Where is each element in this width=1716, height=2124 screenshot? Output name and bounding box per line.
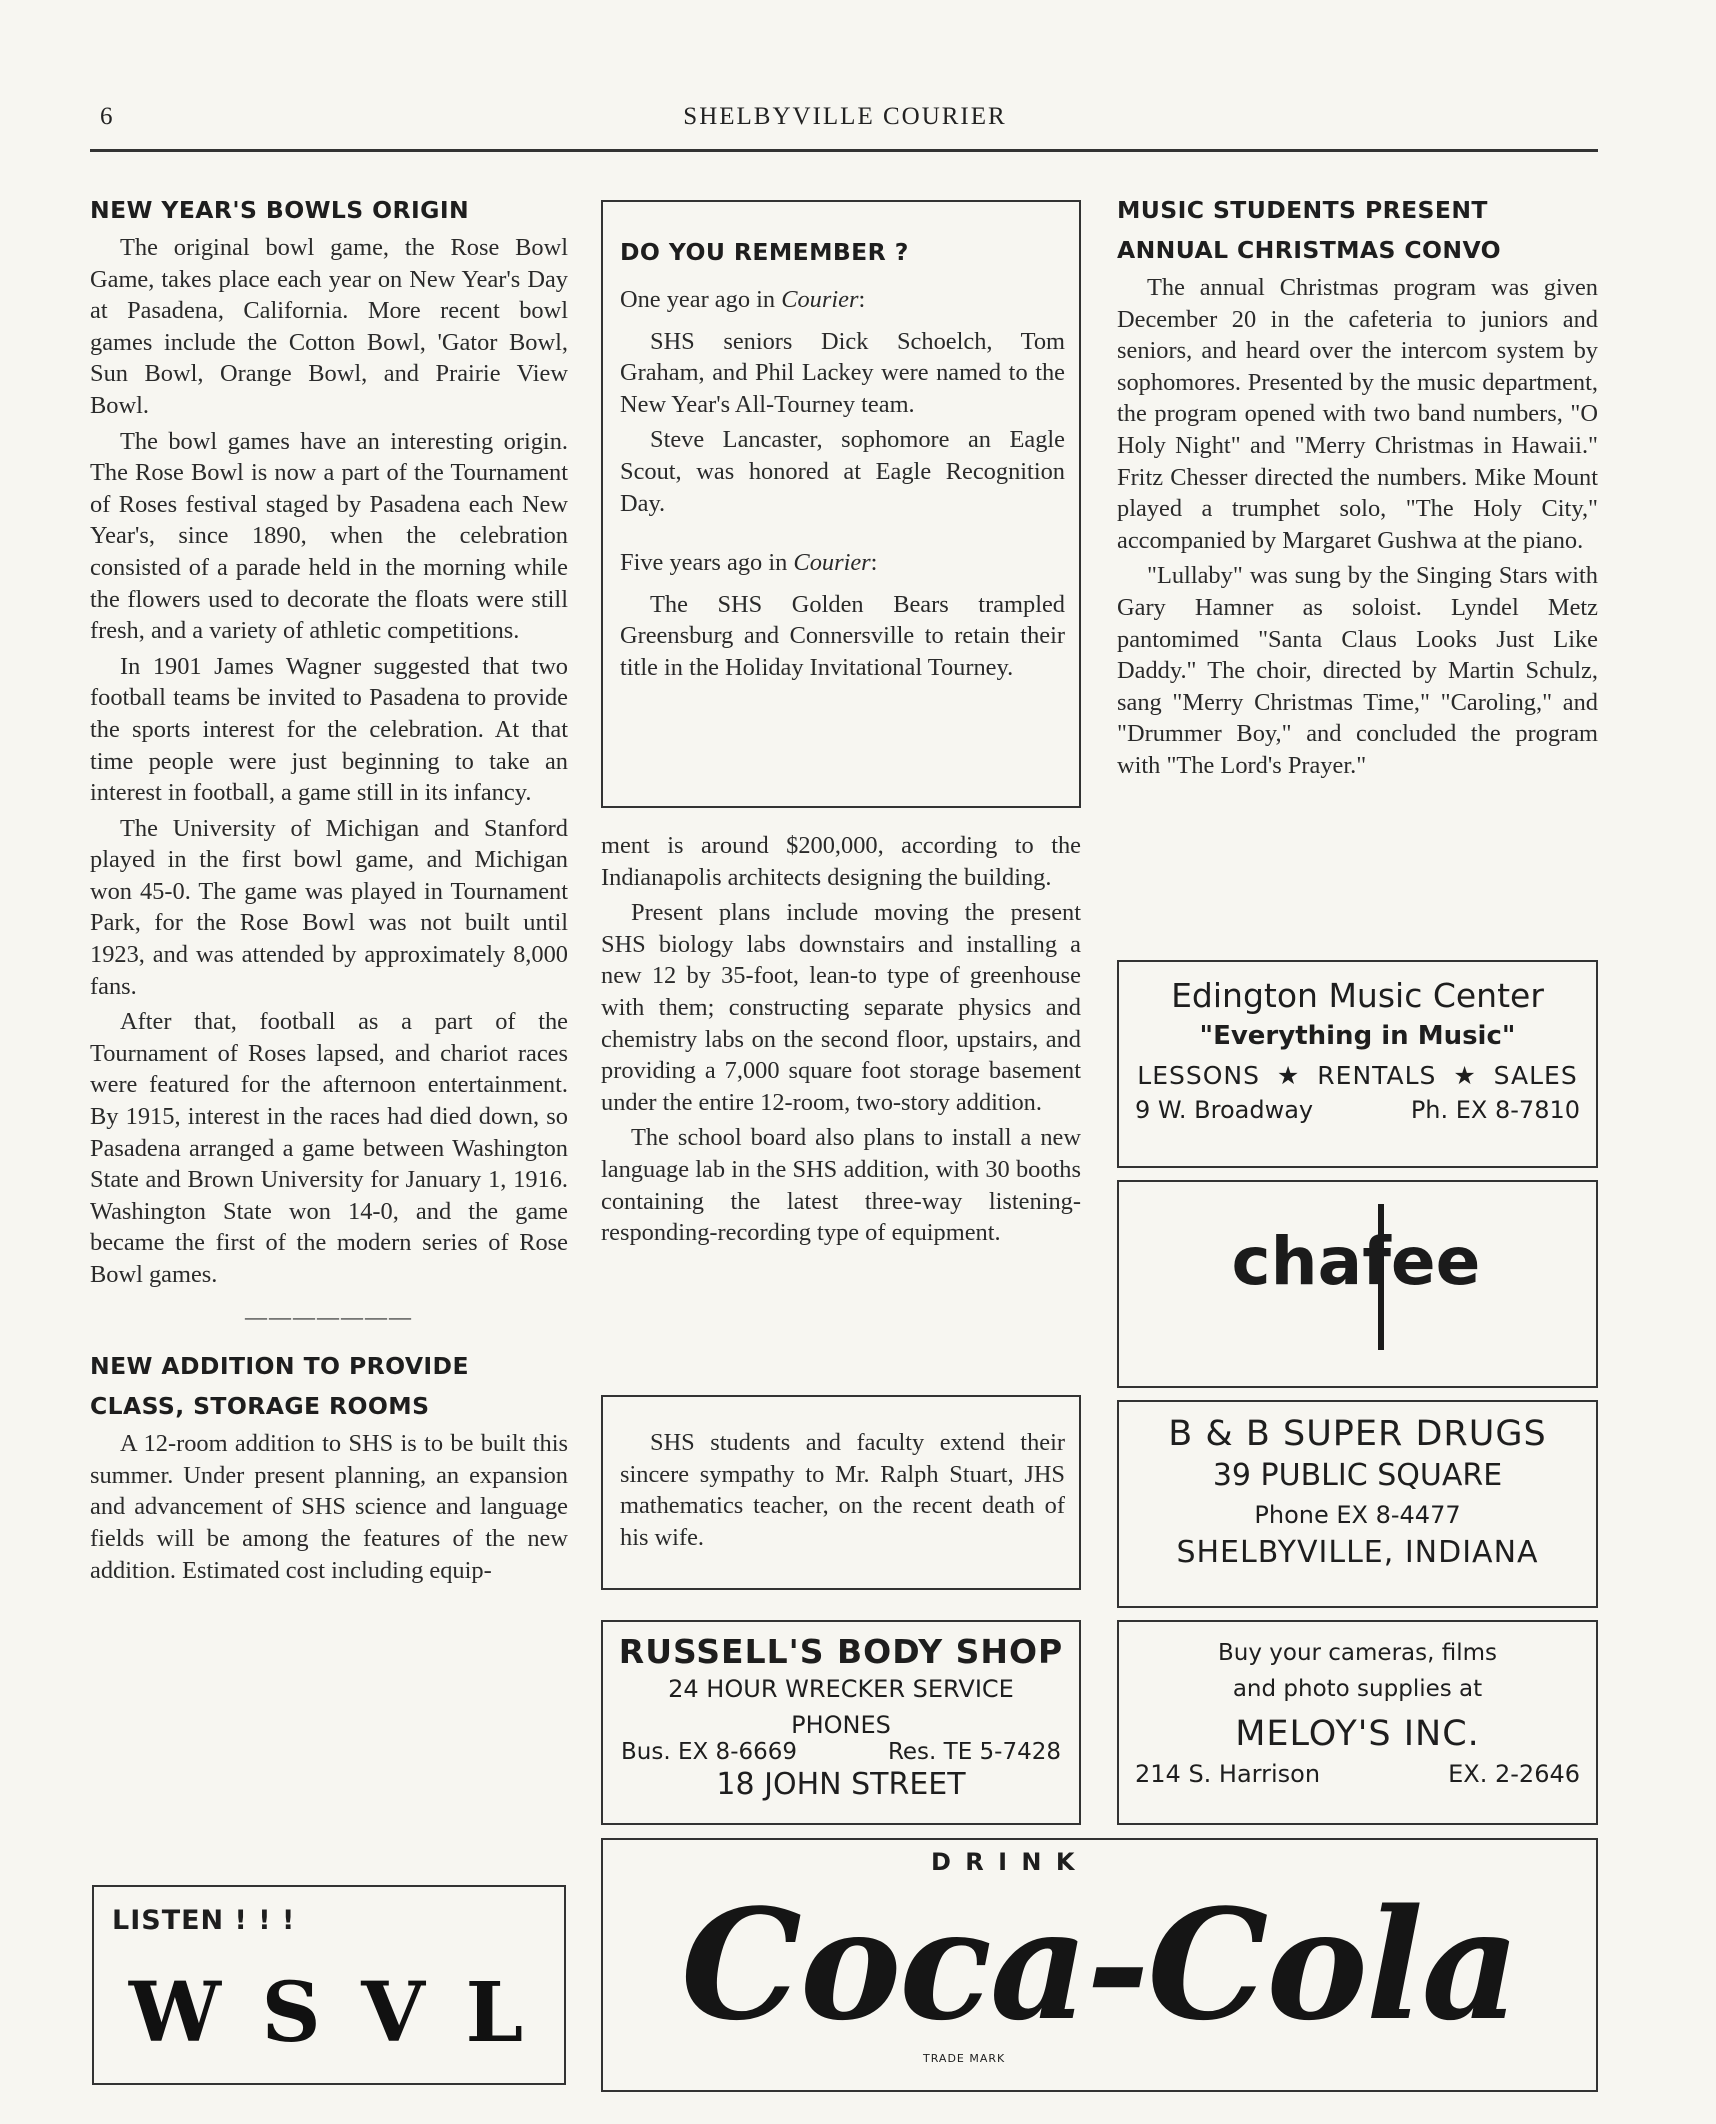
addition-continued-text: ment is around $200,000, according to the Indianapolis architects designing the building. [601,832,1081,891]
russell-name: RUSSELL'S BODY SHOP [618,1632,1064,1671]
russell-ad [601,1620,1081,1825]
coke-wordmark: Coca-Cola [680,1875,1519,2054]
meloy-contact-row [1135,1760,1580,1788]
section-divider: ——————— [245,1303,413,1329]
remember-item: The SHS Golden Bears trampled Greensburg and Connersville to retain their title in the Holiday Invitational Tourney. [620,590,1065,681]
meloy-ad [1117,1620,1598,1825]
meloy-line-2: and photo supplies at [1232,1676,1483,1702]
russell-res-phone: Res. TE 5-7428 [887,1739,1061,1765]
publication-title: SHELBYVILLE COURIER [683,103,1007,130]
russell-address: 18 JOHN STREET [716,1767,966,1802]
bowls-paragraph: After that, football as a part of the Tournament of Roses lapsed, and chariot races were featured for the afternoon entertainment. By 1915, interest in the races had died down, so Pasadena arranged a game between Washington State and Brown University for January 1, 1916. Washington State won 14-0, and the game became the first of the modern series of Rose Bowl games. [90,1008,568,1288]
edington-contact-row [1135,1096,1580,1124]
colon: : [858,286,866,313]
wsvl-call-letters: W S V L [128,1965,530,2061]
addition-headline: NEW ADDITION TO PROVIDE [90,1352,469,1381]
left-column [90,190,568,1590]
coke-trademark: TRADE MARK [923,2052,1006,2065]
one-year-label [620,284,1065,316]
edington-slogan: "Everything in Music" [1199,1021,1516,1051]
meloy-phone: EX. 2-2646 [1448,1760,1580,1788]
russell-service: 24 HOUR WRECKER SERVICE [668,1675,1014,1703]
russell-phones-label: PHONES [791,1711,891,1739]
edington-ad [1117,960,1598,1168]
bb-city: SHELBYVILLE, INDIANA [1176,1535,1539,1570]
bb-drugs-ad [1117,1400,1598,1608]
addition-continued [601,830,1081,1253]
page-number: 6 [100,103,113,130]
courier-name: Courier [793,549,871,577]
coca-cola-ad [601,1838,1598,2092]
music-paragraph: "Lullaby" was sung by the Singing Stars with Gary Hamner as soloist. Lyndel Metz pantomimed "Santa Claus Looks Just Like Daddy." The choir, directed by Martin Schulz, sang "Merry Christmas Time," "Caroling," and "Drummer Boy," and concluded the program with "The Lord's Prayer." [1117,562,1598,779]
edington-phone: Ph. EX 8-7810 [1410,1096,1580,1124]
colon: : [870,549,878,577]
addition-headline: CLASS, STORAGE ROOMS [90,1392,430,1421]
chafee-logo [1119,1182,1595,1385]
header-rule [90,149,1598,152]
music-paragraph: The annual Christmas program was given December 20 in the cafeteria to juniors and seniors, and heard over the intercom system by sophomores. Presented by the music department, the program opened with two band numbers, "O Holy Night" and "Merry Christmas in Hawaii." Fritz Chesser directed the numbers. Mike Mount played a trumphet solo, "The Holy City," accompanied by Margaret Gushwa at the piano. [1117,274,1598,554]
remember-box [601,200,1081,808]
remember-headline: DO YOU REMEMBER ? [620,238,909,266]
bb-address: 39 PUBLIC SQUARE [1212,1458,1503,1493]
meloy-name: MELOY'S INC. [1235,1714,1480,1754]
wsvl-listen: LISTEN ! ! ! [112,1905,296,1936]
five-year-text: Five years ago in [620,549,788,577]
addition-paragraph: A 12-room addition to SHS is to be built this summer. Under present planning, an expansion and advancement of SHS science and language fields will be among the features of the new addition. Estimated cost including equip- [90,1430,568,1584]
remember-item: SHS seniors Dick Schoelch, Tom Graham, and Phil Lackey were named to the New Year's All-Tourney team. [620,327,1065,418]
addition-paragraph: The school board also plans to install a new language lab in the SHS addition, with 30 booths containing the latest three-way listening-responding-recording type of equipment. [601,1124,1081,1247]
bowls-paragraph: The original bowl game, the Rose Bowl Game, takes place each year on New Year's Day at Pasadena, California. More recent bowl games include the Cotton Bowl, 'Gator Bowl, Sun Bowl, Orange Bowl, and Prairie View Bowl. [90,234,568,419]
addition-paragraph: Present plans include moving the present SHS biology labs downstairs and installing a new 12 by 35-foot, lean-to type of greenhouse with them; constructing separate physics and chemistry labs on the second floor, upstairs, and providing a 7,000 square foot storage basement under the entire 12-room, two-story addition. [601,899,1081,1116]
coke-drink: D R I N K [931,1848,1078,1876]
one-year-text: One year ago in [620,286,776,313]
russell-bus-phone: Bus. EX 8-6669 [621,1739,798,1765]
remember-content [620,284,1065,684]
bb-name: B & B SUPER DRUGS [1168,1414,1547,1454]
edington-services: LESSONS ★ RENTALS ★ SALES [1137,1061,1578,1090]
meloy-address: 214 S. Harrison [1135,1760,1321,1788]
music-headline: ANNUAL CHRISTMAS CONVO [1117,236,1502,264]
chafee-ad [1117,1180,1598,1388]
chafee-wordmark: chafee [1231,1223,1481,1300]
russell-phone-row [603,1739,1079,1765]
remember-item: Steve Lancaster, sophomore an Eagle Scout, was honored at Eagle Recognition Day. [620,426,1065,517]
right-column [1117,190,1598,786]
courier-name: Courier [781,286,859,313]
bowls-paragraph: The University of Michigan and Stanford played in the first bowl game, and Michigan won 45-0. The game was played in Tournament Park, for the Rose Bowl was not built until 1923, and was attended by approximately 8,000 fans. [90,814,568,1000]
wsvl-ad [92,1885,566,2085]
sympathy-box [601,1395,1081,1590]
five-year-label [620,547,1065,579]
edington-name: Edington Music Center [1171,976,1544,1015]
music-headline: MUSIC STUDENTS PRESENT [1117,196,1488,224]
edington-address: 9 W. Broadway [1135,1096,1314,1124]
sympathy-text: SHS students and faculty extend their sincere sympathy to Mr. Ralph Stuart, JHS mathematics teacher, on the recent death of his wife. [620,1429,1065,1551]
bb-phone: Phone EX 8-4477 [1254,1501,1461,1529]
bowls-headline: NEW YEAR'S BOWLS ORIGIN [90,196,470,224]
bowls-paragraph: The bowl games have an interesting origin. The Rose Bowl is now a part of the Tournament of Roses festival staged by Pasadena each New Year's, since 1890, when the celebration consisted of a parade held in the morning while the flowers used to decorate the floats were still fresh, and a variety of athletic competitions. [90,427,568,645]
bowls-paragraph: In 1901 James Wagner suggested that two football teams be invited to Pasadena to provide the sports interest for the celebration. At that time people were just beginning to take an interest in football, a game still in its infancy. [90,652,568,807]
meloy-line-1: Buy your cameras, films [1217,1640,1498,1666]
